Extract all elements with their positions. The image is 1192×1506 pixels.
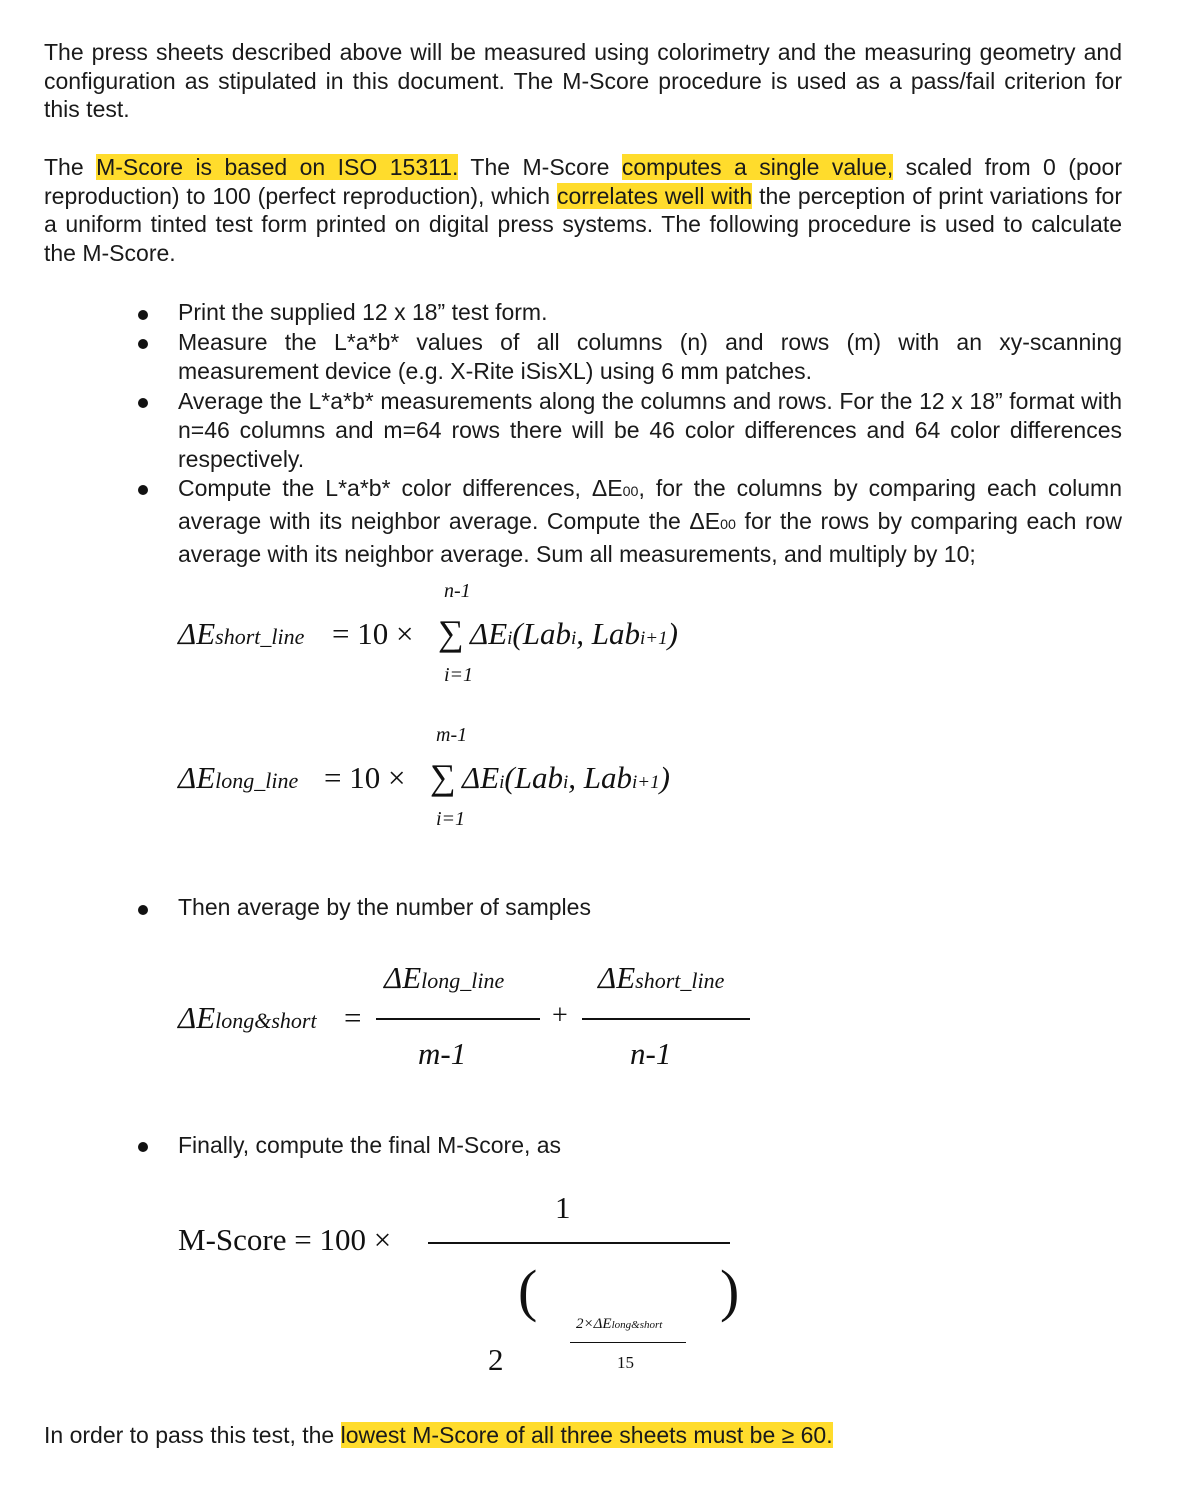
- bullet-average: Average the L*a*b* measurements along the columns and rows. For the 12 x 18” format with n=46 columns and m=64 rows there will be 46 color differences and 64 color differences respectively.: [178, 388, 1122, 472]
- text-segment: In order to pass this test, the: [44, 1422, 341, 1448]
- highlight-correlates: correlates well with: [556, 182, 753, 209]
- sum-upper-limit: n-1: [444, 580, 471, 602]
- text-segment: Compute the L*a*b* color differences, ΔE: [178, 475, 623, 501]
- fraction-denominator-long: m-1: [418, 1036, 467, 1071]
- formula-equals: = 10 ×: [332, 616, 414, 651]
- exponent-numerator: 2×ΔElong&short: [576, 1316, 663, 1332]
- bullet-dot-icon: [138, 1142, 148, 1152]
- fraction-bar: [582, 1018, 750, 1020]
- intro-paragraph: The press sheets described above will be measured using colorimetry and the measuring geometry and configuration as stipulated in this document. The M-Score procedure is used as a pass/fail criterion for this test.: [44, 39, 1122, 123]
- fraction-numerator: 1: [555, 1190, 571, 1225]
- text-segment: The: [44, 154, 97, 180]
- bullet-measure: Measure the L*a*b* values of all columns (n) and rows (m) with an xy-scanning measurement device (e.g. X-Rite iSisXL) using 6 mm patches.: [178, 329, 1122, 384]
- formula-lhs: ΔElong&short: [178, 1000, 317, 1035]
- bullet-dot-icon: [138, 905, 148, 915]
- power-base: 2: [488, 1342, 504, 1377]
- bullet-dot-icon: [138, 485, 148, 495]
- fraction-bar: [428, 1242, 730, 1244]
- highlight-pass-criterion: lowest M-Score of all three sheets must be ≥ 60.: [340, 1422, 833, 1448]
- bullet-compute-differences: [178, 474, 1122, 569]
- formula-equals: =: [344, 1000, 362, 1035]
- sum-upper-limit: m-1: [436, 724, 468, 746]
- bullet-average-samples: Then average by the number of samples: [178, 894, 591, 920]
- bullet-dot-icon: [138, 310, 148, 320]
- text-segment: The M-Score: [458, 154, 622, 180]
- pass-criterion-paragraph: [44, 1421, 1122, 1450]
- bullet-print-form: Print the supplied 12 x 18” test form.: [178, 299, 548, 325]
- sigma-icon: ∑: [430, 757, 456, 797]
- formula-lhs: ΔEshort_line: [178, 616, 305, 651]
- sigma-icon: ∑: [438, 613, 464, 653]
- formula-lhs: ΔElong_line: [178, 760, 299, 795]
- paren-open: (: [518, 1258, 538, 1323]
- bullet-dot-icon: [138, 398, 148, 408]
- fraction-bar: [376, 1018, 540, 1020]
- bullet-final-mscore: Finally, compute the final M-Score, as: [178, 1132, 562, 1158]
- bullet-dot-icon: [138, 339, 148, 349]
- highlight-iso: M-Score is based on ISO 15311.: [96, 154, 459, 180]
- subscript: 00: [720, 517, 736, 533]
- highlight-single-value: computes a single value,: [621, 154, 894, 180]
- text-segment: the perception of print variations for a uniform tinted test form printed on digital press systems. The following procedure is used to calculate the M-Score.: [44, 182, 1122, 266]
- sum-lower-limit: i=1: [444, 664, 474, 686]
- subscript: 00: [622, 484, 639, 500]
- formula-equals: = 10 ×: [324, 760, 406, 795]
- paren-close: ): [720, 1258, 740, 1323]
- exponent-denominator: 15: [617, 1353, 634, 1372]
- formula-lhs: M-Score = 100 ×: [178, 1222, 392, 1257]
- text-segment: , for the columns by comparing each column average with its neighbor average. Compute the ΔE: [178, 475, 1122, 534]
- text-segment: scaled from 0 (poor reproduction) to 100 (perfect reproduction), which: [44, 154, 1122, 209]
- text-segment: for the rows by comparing each row average with its neighbor average. Sum all measurements, and multiply by 10;: [178, 508, 1123, 567]
- mscore-description-paragraph: [44, 153, 1122, 267]
- sum-lower-limit: i=1: [436, 808, 466, 830]
- fraction-numerator-short: ΔEshort_line: [598, 960, 725, 995]
- fraction-denominator-short: n-1: [630, 1036, 672, 1071]
- formula-rhs: ΔEi(Labi, Labi+1): [470, 616, 678, 651]
- formula-rhs: ΔEi(Labi, Labi+1): [462, 760, 670, 795]
- fraction-numerator-long: ΔElong_line: [384, 960, 505, 995]
- exponent-fraction-bar: [570, 1342, 686, 1343]
- plus-sign: +: [552, 1000, 568, 1031]
